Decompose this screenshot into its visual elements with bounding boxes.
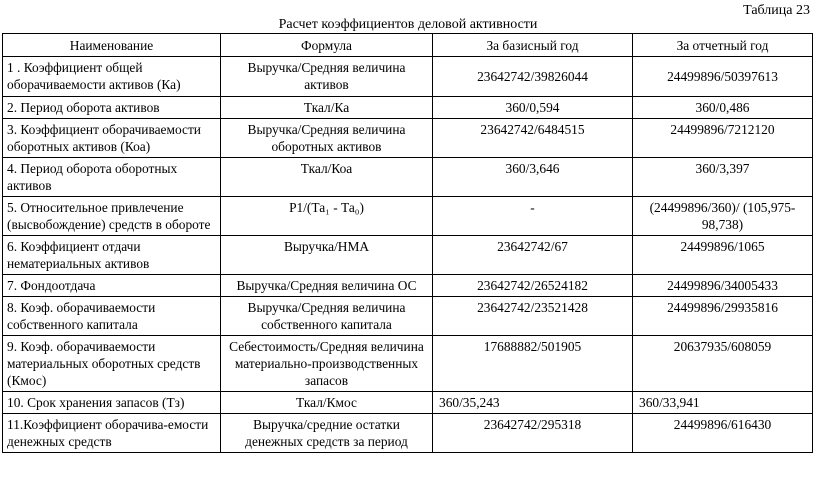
row-report-value: 360/33,941 xyxy=(633,392,813,414)
row-formula: Выручка/Средняя величина ОС xyxy=(221,275,433,297)
row-report-value: 24499896/29935816 xyxy=(633,297,813,336)
table-row xyxy=(3,97,813,119)
row-formula: Ткал/Ка xyxy=(221,97,433,119)
table-row xyxy=(3,336,813,392)
header-base-year: За базисный год xyxy=(433,34,633,57)
table-row xyxy=(3,392,813,414)
row-name: 9. Коэф. оборачиваемости материальных оборотных средств (Кмос) xyxy=(3,336,221,392)
row-name: 2. Период оборота активов xyxy=(3,97,221,119)
row-formula: Выручка/Средняя величина собственного капитала xyxy=(221,297,433,336)
table-row xyxy=(3,57,813,97)
row-name: 10. Срок хранения запасов (Тз) xyxy=(3,392,221,414)
row-formula: Выручка/Средняя величина активов xyxy=(221,57,433,97)
row-report-value: 24499896/616430 xyxy=(633,414,813,453)
row-name: 1 . Коэффициент общей оборачиваемости активов (Ка) xyxy=(3,57,221,97)
row-formula: Ткал/Коа xyxy=(221,158,433,197)
row-formula: Себестоимость/Средняя величина материально-производственных запасов xyxy=(221,336,433,392)
table-row xyxy=(3,414,813,453)
table-caption: Расчет коэффициентов деловой активности xyxy=(278,17,538,32)
row-name: 6. Коэффициент отдачи нематериальных активов xyxy=(3,236,221,275)
row-base-value: 17688882/501905 xyxy=(433,336,633,392)
row-base-value: - xyxy=(433,197,633,236)
header-name: Наименование xyxy=(3,34,221,57)
row-formula: Выручка/НМА xyxy=(221,236,433,275)
row-name: 3. Коэффициент оборачиваемости оборотных активов (Коа) xyxy=(3,119,221,158)
row-report-value: (24499896/360)/ (105,975-98,738) xyxy=(633,197,813,236)
row-base-value: 23642742/39826044 xyxy=(433,57,633,97)
activity-ratios-table xyxy=(2,33,813,453)
row-report-value: 360/0,486 xyxy=(633,97,813,119)
row-formula: Р1/(Та₁ - Та₀) xyxy=(221,197,433,236)
row-base-value: 23642742/23521428 xyxy=(433,297,633,336)
row-base-value: 360/3,646 xyxy=(433,158,633,197)
row-base-value: 23642742/6484515 xyxy=(433,119,633,158)
table-row xyxy=(3,119,813,158)
row-base-value: 23642742/67 xyxy=(433,236,633,275)
table-row xyxy=(3,236,813,275)
header-formula: Формула xyxy=(221,34,433,57)
row-formula: Выручка/средние остатки денежных средств за период xyxy=(221,414,433,453)
row-name: 4. Период оборота оборотных активов xyxy=(3,158,221,197)
table-row xyxy=(3,275,813,297)
row-base-value: 360/0,594 xyxy=(433,97,633,119)
row-name: 8. Коэф. оборачиваемости собственного капитала xyxy=(3,297,221,336)
table-number-label: Таблица 23 xyxy=(743,3,810,18)
row-report-value: 24499896/34005433 xyxy=(633,275,813,297)
header-report-year: За отчетный год xyxy=(633,34,813,57)
row-name: 11.Коэффициент оборачива-емости денежных средств xyxy=(3,414,221,453)
row-base-value: 23642742/26524182 xyxy=(433,275,633,297)
table-row xyxy=(3,297,813,336)
row-report-value: 20637935/608059 xyxy=(633,336,813,392)
row-report-value: 24499896/50397613 xyxy=(633,57,813,97)
table-header-row xyxy=(3,34,813,57)
table-row xyxy=(3,158,813,197)
row-base-value: 360/35,243 xyxy=(433,392,633,414)
row-report-value: 24499896/1065 xyxy=(633,236,813,275)
row-formula: Выручка/Средняя величина оборотных активов xyxy=(221,119,433,158)
row-formula: Ткал/Кмос xyxy=(221,392,433,414)
row-report-value: 24499896/7212120 xyxy=(633,119,813,158)
row-name: 5. Относительное привлечение (высвобождение) средств в обороте xyxy=(3,197,221,236)
row-base-value: 23642742/295318 xyxy=(433,414,633,453)
row-name: 7. Фондоотдача xyxy=(3,275,221,297)
row-report-value: 360/3,397 xyxy=(633,158,813,197)
table-row xyxy=(3,197,813,236)
